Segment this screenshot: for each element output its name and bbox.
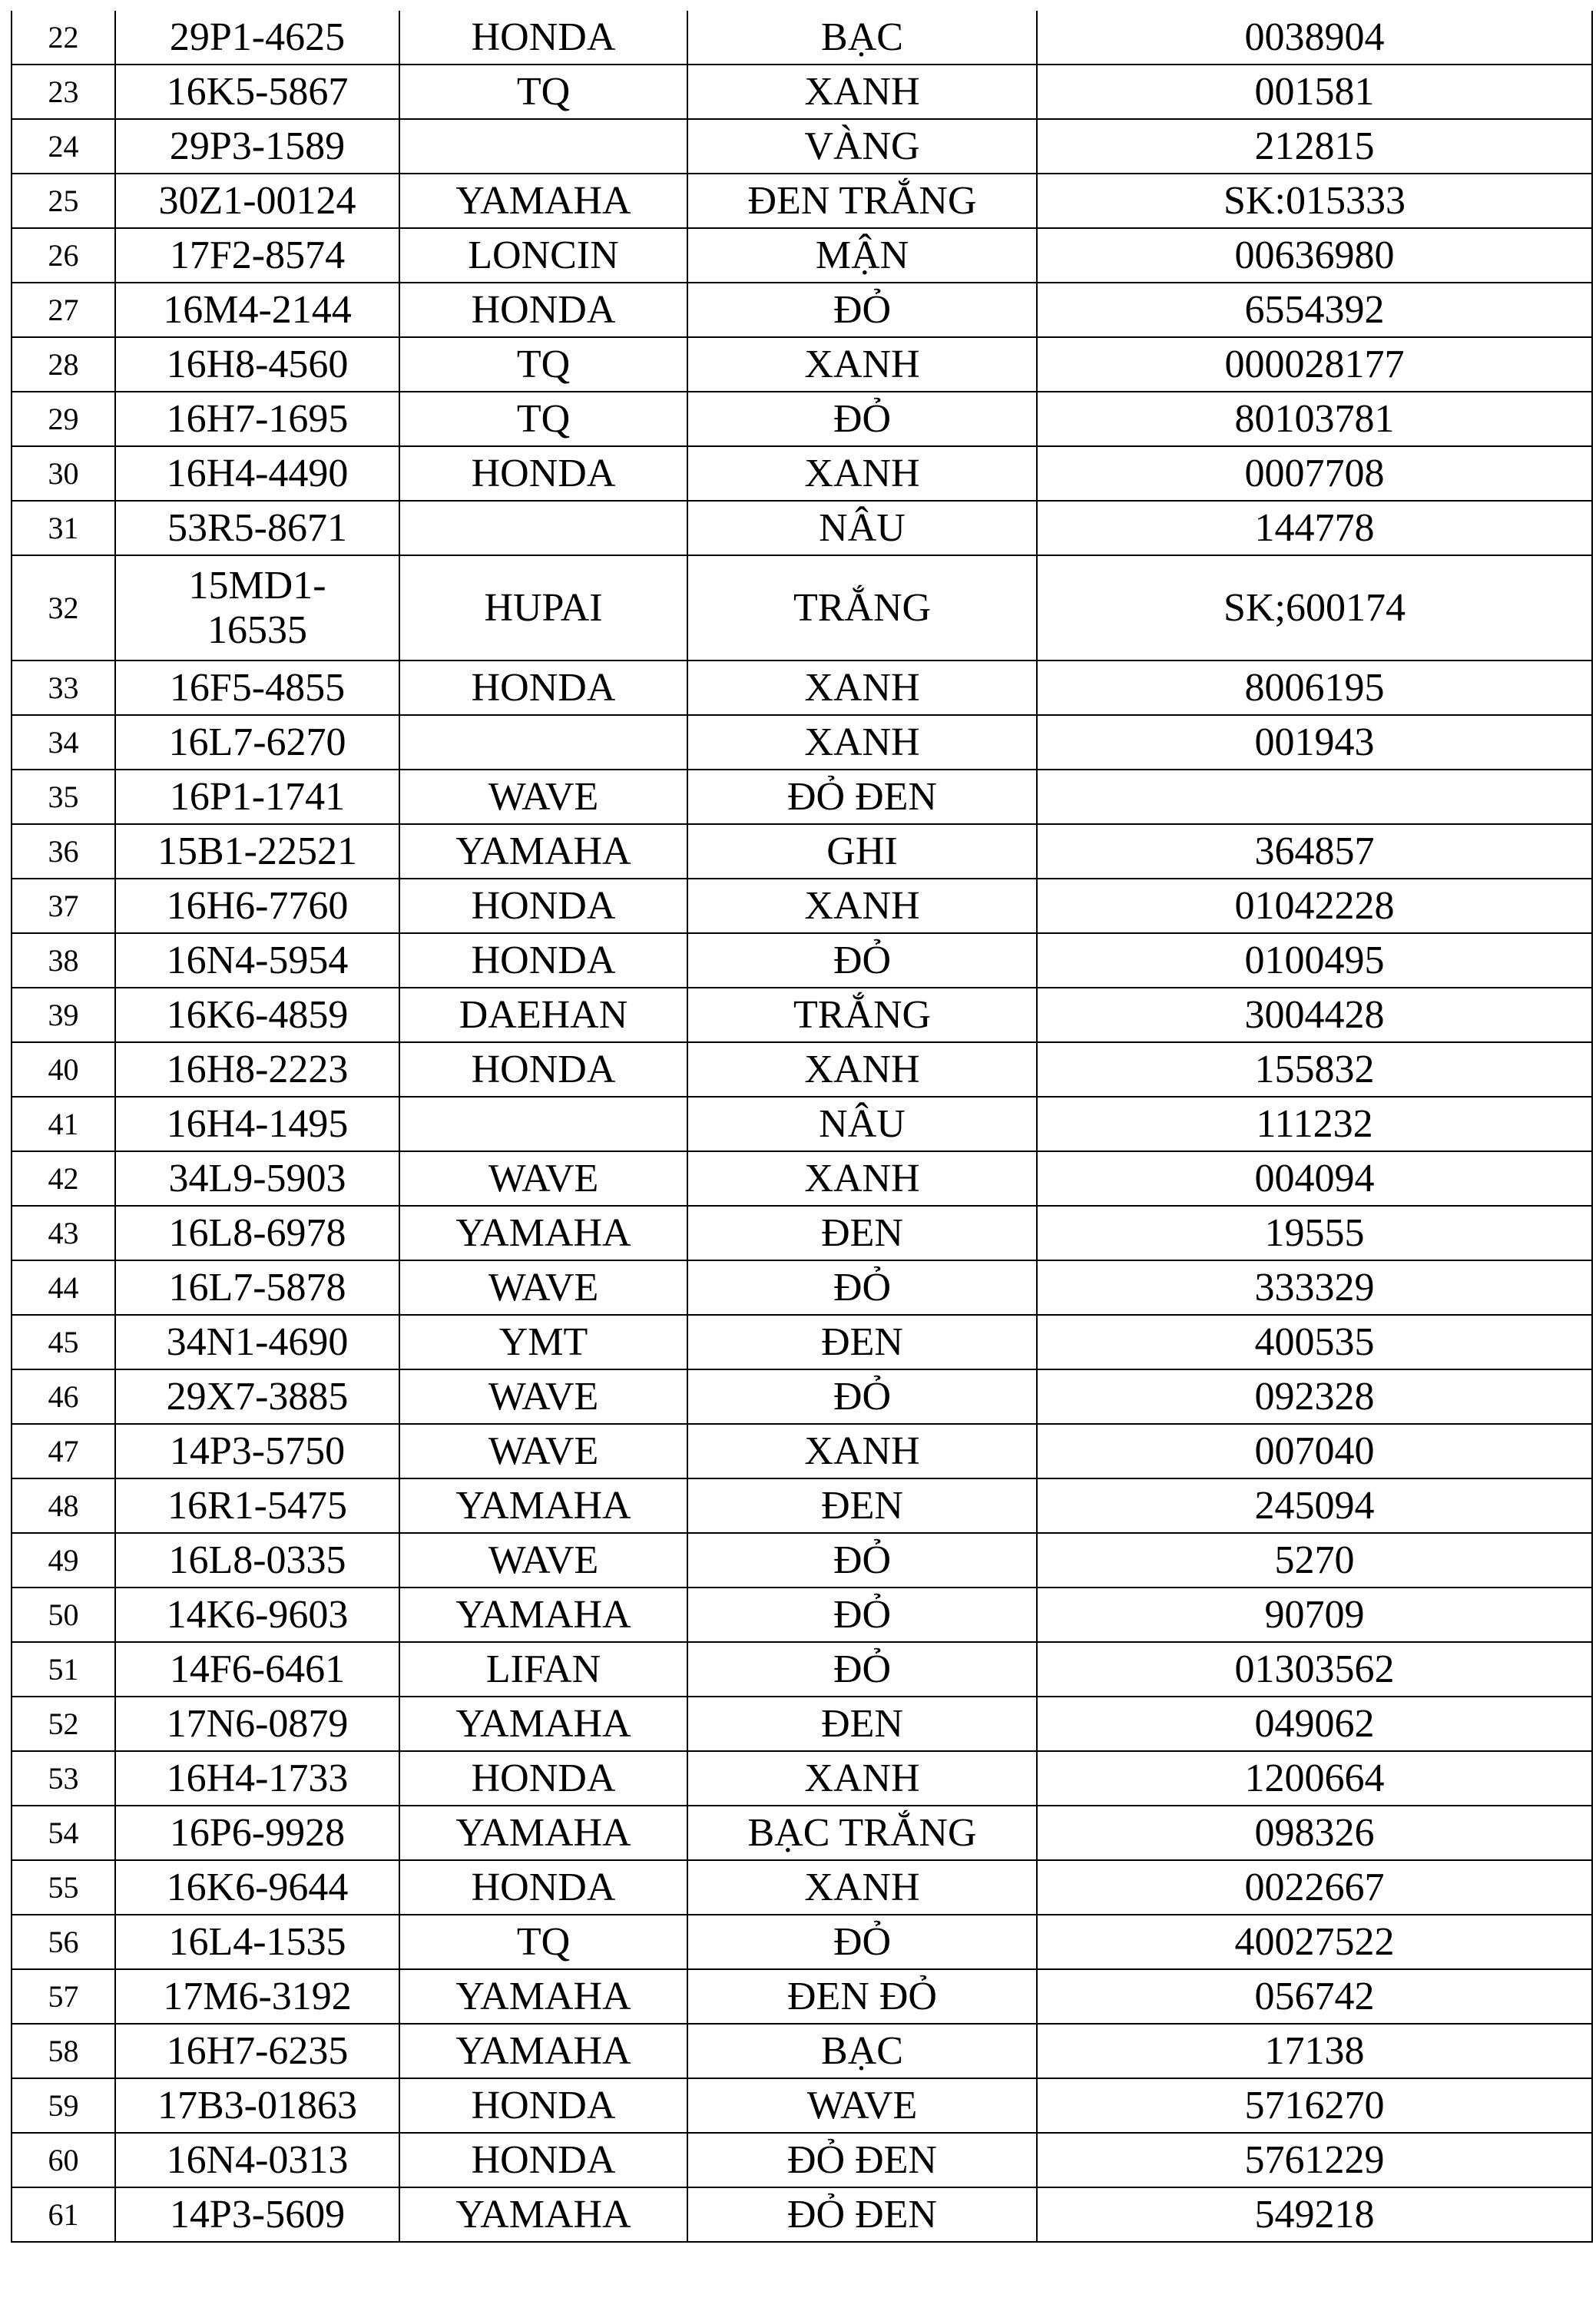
license-plate-cell: 16H7-1695 xyxy=(115,392,399,446)
number-cell: 5716270 xyxy=(1037,2078,1592,2133)
table-row xyxy=(12,933,1592,988)
row-index-cell: 43 xyxy=(12,1206,115,1260)
number-cell: 90709 xyxy=(1037,1588,1592,1642)
color-cell: VÀNG xyxy=(687,119,1037,174)
table-row xyxy=(12,228,1592,283)
color-cell: ĐỎ ĐEN xyxy=(687,770,1037,824)
number-cell: 80103781 xyxy=(1037,392,1592,446)
table-row xyxy=(12,1315,1592,1369)
table-row xyxy=(12,715,1592,770)
row-index-cell: 45 xyxy=(12,1315,115,1369)
row-index-cell: 38 xyxy=(12,933,115,988)
row-index-cell: 34 xyxy=(12,715,115,770)
number-cell: 400535 xyxy=(1037,1315,1592,1369)
table-row xyxy=(12,1260,1592,1315)
license-plate-cell: 29P3-1589 xyxy=(115,119,399,174)
license-plate-cell: 16K5-5867 xyxy=(115,65,399,119)
table-row xyxy=(12,1424,1592,1478)
brand-cell: TQ xyxy=(399,65,687,119)
license-plate-cell: 53R5-8671 xyxy=(115,501,399,555)
license-plate-cell: 16R1-5475 xyxy=(115,1478,399,1533)
brand-cell: TQ xyxy=(399,392,687,446)
vehicle-table xyxy=(11,11,1593,2243)
table-row xyxy=(12,1751,1592,1806)
color-cell: BẠC xyxy=(687,2024,1037,2078)
color-cell: TRẮNG xyxy=(687,555,1037,661)
row-index-cell: 24 xyxy=(12,119,115,174)
table-row xyxy=(12,1806,1592,1860)
number-cell: SK:015333 xyxy=(1037,174,1592,228)
table-row xyxy=(12,2187,1592,2242)
table-row xyxy=(12,1042,1592,1097)
color-cell: XANH xyxy=(687,1860,1037,1915)
row-index-cell: 48 xyxy=(12,1478,115,1533)
license-plate-cell: 16L8-6978 xyxy=(115,1206,399,1260)
number-cell: 155832 xyxy=(1037,1042,1592,1097)
number-cell: 001581 xyxy=(1037,65,1592,119)
row-index-cell: 28 xyxy=(12,337,115,392)
table-row xyxy=(12,1915,1592,1969)
color-cell: TRẮNG xyxy=(687,988,1037,1042)
license-plate-cell: 16L7-5878 xyxy=(115,1260,399,1315)
number-cell: 01042228 xyxy=(1037,879,1592,933)
number-cell: 8006195 xyxy=(1037,661,1592,715)
brand-cell: TQ xyxy=(399,337,687,392)
row-index-cell: 54 xyxy=(12,1806,115,1860)
color-cell: ĐỎ xyxy=(687,933,1037,988)
color-cell: GHI xyxy=(687,824,1037,879)
brand-cell: HONDA xyxy=(399,1860,687,1915)
table-row xyxy=(12,337,1592,392)
table-body xyxy=(12,11,1592,2242)
brand-cell: HONDA xyxy=(399,879,687,933)
license-plate-cell: 16H6-7760 xyxy=(115,879,399,933)
license-plate-cell: 16M4-2144 xyxy=(115,283,399,337)
table-row xyxy=(12,1860,1592,1915)
table-row xyxy=(12,119,1592,174)
license-plate-cell: 16H7-6235 xyxy=(115,2024,399,2078)
brand-cell: HONDA xyxy=(399,1042,687,1097)
brand-cell: HONDA xyxy=(399,11,687,65)
brand-cell: TQ xyxy=(399,1915,687,1969)
license-plate-cell: 16H8-2223 xyxy=(115,1042,399,1097)
brand-cell xyxy=(399,715,687,770)
number-cell: 245094 xyxy=(1037,1478,1592,1533)
license-plate-cell: 29X7-3885 xyxy=(115,1369,399,1424)
table-row xyxy=(12,283,1592,337)
number-cell: 3004428 xyxy=(1037,988,1592,1042)
table-row xyxy=(12,1097,1592,1151)
table-row xyxy=(12,2078,1592,2133)
brand-cell: HONDA xyxy=(399,933,687,988)
number-cell: 364857 xyxy=(1037,824,1592,879)
table-row xyxy=(12,824,1592,879)
row-index-cell: 29 xyxy=(12,392,115,446)
license-plate-cell: 16H4-1733 xyxy=(115,1751,399,1806)
color-cell: NÂU xyxy=(687,501,1037,555)
brand-cell: YAMAHA xyxy=(399,2187,687,2242)
number-cell: 40027522 xyxy=(1037,1915,1592,1969)
number-cell: 049062 xyxy=(1037,1697,1592,1751)
brand-cell: HONDA xyxy=(399,446,687,501)
color-cell: XANH xyxy=(687,715,1037,770)
brand-cell: YAMAHA xyxy=(399,1588,687,1642)
license-plate-cell: 14F6-6461 xyxy=(115,1642,399,1697)
color-cell: ĐỎ xyxy=(687,1588,1037,1642)
license-plate-cell: 16L7-6270 xyxy=(115,715,399,770)
table-row xyxy=(12,988,1592,1042)
color-cell: BẠC xyxy=(687,11,1037,65)
row-index-cell: 26 xyxy=(12,228,115,283)
table-row xyxy=(12,501,1592,555)
number-cell: 19555 xyxy=(1037,1206,1592,1260)
color-cell: XANH xyxy=(687,661,1037,715)
table-row xyxy=(12,1969,1592,2024)
number-cell: 000028177 xyxy=(1037,337,1592,392)
color-cell: WAVE xyxy=(687,2078,1037,2133)
license-plate-cell: 17N6-0879 xyxy=(115,1697,399,1751)
color-cell: ĐỎ xyxy=(687,1260,1037,1315)
row-index-cell: 33 xyxy=(12,661,115,715)
row-index-cell: 44 xyxy=(12,1260,115,1315)
row-index-cell: 27 xyxy=(12,283,115,337)
license-plate-cell: 14P3-5750 xyxy=(115,1424,399,1478)
number-cell xyxy=(1037,770,1592,824)
number-cell: 0007708 xyxy=(1037,446,1592,501)
number-cell: 001943 xyxy=(1037,715,1592,770)
color-cell: ĐEN ĐỎ xyxy=(687,1969,1037,2024)
brand-cell: WAVE xyxy=(399,770,687,824)
brand-cell xyxy=(399,1097,687,1151)
license-plate-cell: 16F5-4855 xyxy=(115,661,399,715)
table-row xyxy=(12,1642,1592,1697)
license-plate-cell: 16H8-4560 xyxy=(115,337,399,392)
number-cell: 0022667 xyxy=(1037,1860,1592,1915)
brand-cell: WAVE xyxy=(399,1533,687,1588)
license-plate-cell: 16N4-5954 xyxy=(115,933,399,988)
row-index-cell: 32 xyxy=(12,555,115,661)
license-plate-cell: 34N1-4690 xyxy=(115,1315,399,1369)
brand-cell: HUPAI xyxy=(399,555,687,661)
row-index-cell: 52 xyxy=(12,1697,115,1751)
color-cell: BẠC TRẮNG xyxy=(687,1806,1037,1860)
color-cell: XANH xyxy=(687,65,1037,119)
table-row xyxy=(12,2024,1592,2078)
color-cell: ĐỎ xyxy=(687,1642,1037,1697)
license-plate-cell: 16L8-0335 xyxy=(115,1533,399,1588)
row-index-cell: 60 xyxy=(12,2133,115,2187)
table-row xyxy=(12,661,1592,715)
brand-cell: HONDA xyxy=(399,283,687,337)
brand-cell: YMT xyxy=(399,1315,687,1369)
license-plate-cell: 16N4-0313 xyxy=(115,2133,399,2187)
brand-cell: WAVE xyxy=(399,1424,687,1478)
license-plate-cell: 29P1-4625 xyxy=(115,11,399,65)
row-index-cell: 41 xyxy=(12,1097,115,1151)
row-index-cell: 47 xyxy=(12,1424,115,1478)
brand-cell: WAVE xyxy=(399,1151,687,1206)
number-cell: 056742 xyxy=(1037,1969,1592,2024)
row-index-cell: 25 xyxy=(12,174,115,228)
license-plate-cell: 16K6-9644 xyxy=(115,1860,399,1915)
color-cell: XANH xyxy=(687,446,1037,501)
number-cell: 098326 xyxy=(1037,1806,1592,1860)
color-cell: XANH xyxy=(687,1151,1037,1206)
number-cell: 0038904 xyxy=(1037,11,1592,65)
table-row xyxy=(12,174,1592,228)
number-cell: 004094 xyxy=(1037,1151,1592,1206)
number-cell: 6554392 xyxy=(1037,283,1592,337)
brand-cell: DAEHAN xyxy=(399,988,687,1042)
color-cell: NÂU xyxy=(687,1097,1037,1151)
row-index-cell: 57 xyxy=(12,1969,115,2024)
number-cell: 01303562 xyxy=(1037,1642,1592,1697)
brand-cell: HONDA xyxy=(399,2133,687,2187)
license-plate-cell: 17B3-01863 xyxy=(115,2078,399,2133)
number-cell: 333329 xyxy=(1037,1260,1592,1315)
row-index-cell: 42 xyxy=(12,1151,115,1206)
license-plate-cell: 17M6-3192 xyxy=(115,1969,399,2024)
row-index-cell: 30 xyxy=(12,446,115,501)
number-cell: 5761229 xyxy=(1037,2133,1592,2187)
number-cell: 111232 xyxy=(1037,1097,1592,1151)
brand-cell: WAVE xyxy=(399,1260,687,1315)
color-cell: XANH xyxy=(687,1751,1037,1806)
brand-cell: YAMAHA xyxy=(399,1478,687,1533)
brand-cell xyxy=(399,119,687,174)
table-row xyxy=(12,446,1592,501)
brand-cell: YAMAHA xyxy=(399,1206,687,1260)
license-plate-cell: 16H4-4490 xyxy=(115,446,399,501)
license-plate-cell: 30Z1-00124 xyxy=(115,174,399,228)
row-index-cell: 58 xyxy=(12,2024,115,2078)
color-cell: ĐỎ xyxy=(687,392,1037,446)
brand-cell: LONCIN xyxy=(399,228,687,283)
number-cell: 549218 xyxy=(1037,2187,1592,2242)
table-row xyxy=(12,1533,1592,1588)
table-row xyxy=(12,879,1592,933)
number-cell: 1200664 xyxy=(1037,1751,1592,1806)
row-index-cell: 61 xyxy=(12,2187,115,2242)
brand-cell: YAMAHA xyxy=(399,824,687,879)
brand-cell: YAMAHA xyxy=(399,1969,687,2024)
color-cell: ĐỎ xyxy=(687,283,1037,337)
row-index-cell: 31 xyxy=(12,501,115,555)
license-plate-cell: 16P6-9928 xyxy=(115,1806,399,1860)
brand-cell: WAVE xyxy=(399,1369,687,1424)
row-index-cell: 37 xyxy=(12,879,115,933)
number-cell: 212815 xyxy=(1037,119,1592,174)
number-cell: 092328 xyxy=(1037,1369,1592,1424)
number-cell: 5270 xyxy=(1037,1533,1592,1588)
license-plate-cell: 34L9-5903 xyxy=(115,1151,399,1206)
row-index-cell: 53 xyxy=(12,1751,115,1806)
brand-cell: YAMAHA xyxy=(399,1806,687,1860)
license-plate-cell: 16P1-1741 xyxy=(115,770,399,824)
brand-cell: YAMAHA xyxy=(399,174,687,228)
table-row xyxy=(12,1369,1592,1424)
color-cell: ĐỎ xyxy=(687,1915,1037,1969)
row-index-cell: 55 xyxy=(12,1860,115,1915)
license-plate-cell: 15B1-22521 xyxy=(115,824,399,879)
brand-cell: HONDA xyxy=(399,2078,687,2133)
license-plate-cell: 16H4-1495 xyxy=(115,1097,399,1151)
license-plate-cell: 17F2-8574 xyxy=(115,228,399,283)
brand-cell: YAMAHA xyxy=(399,1697,687,1751)
row-index-cell: 56 xyxy=(12,1915,115,1969)
row-index-cell: 50 xyxy=(12,1588,115,1642)
brand-cell: LIFAN xyxy=(399,1642,687,1697)
color-cell: ĐEN xyxy=(687,1478,1037,1533)
row-index-cell: 39 xyxy=(12,988,115,1042)
color-cell: XANH xyxy=(687,1042,1037,1097)
license-plate-cell: 15MD1- 16535 xyxy=(115,555,399,661)
color-cell: ĐỎ xyxy=(687,1533,1037,1588)
table-row xyxy=(12,2133,1592,2187)
color-cell: ĐỎ ĐEN xyxy=(687,2187,1037,2242)
number-cell: 144778 xyxy=(1037,501,1592,555)
color-cell: ĐEN xyxy=(687,1206,1037,1260)
row-index-cell: 36 xyxy=(12,824,115,879)
number-cell: 17138 xyxy=(1037,2024,1592,2078)
table-row xyxy=(12,1151,1592,1206)
color-cell: ĐEN xyxy=(687,1697,1037,1751)
color-cell: ĐỎ xyxy=(687,1369,1037,1424)
table-row xyxy=(12,1206,1592,1260)
color-cell: MẬN xyxy=(687,228,1037,283)
brand-cell: YAMAHA xyxy=(399,2024,687,2078)
number-cell: SK;600174 xyxy=(1037,555,1592,661)
row-index-cell: 35 xyxy=(12,770,115,824)
color-cell: XANH xyxy=(687,879,1037,933)
table-row xyxy=(12,65,1592,119)
number-cell: 0100495 xyxy=(1037,933,1592,988)
table-row xyxy=(12,11,1592,65)
row-index-cell: 46 xyxy=(12,1369,115,1424)
license-plate-cell: 14P3-5609 xyxy=(115,2187,399,2242)
table-row xyxy=(12,1588,1592,1642)
row-index-cell: 22 xyxy=(12,11,115,65)
row-index-cell: 49 xyxy=(12,1533,115,1588)
table-row xyxy=(12,555,1592,661)
license-plate-cell: 14K6-9603 xyxy=(115,1588,399,1642)
brand-cell: HONDA xyxy=(399,1751,687,1806)
table-row xyxy=(12,770,1592,824)
color-cell: ĐEN TRẮNG xyxy=(687,174,1037,228)
row-index-cell: 51 xyxy=(12,1642,115,1697)
color-cell: ĐEN xyxy=(687,1315,1037,1369)
license-plate-cell: 16L4-1535 xyxy=(115,1915,399,1969)
license-plate-cell: 16K6-4859 xyxy=(115,988,399,1042)
brand-cell: HONDA xyxy=(399,661,687,715)
brand-cell xyxy=(399,501,687,555)
row-index-cell: 40 xyxy=(12,1042,115,1097)
row-index-cell: 23 xyxy=(12,65,115,119)
table-row xyxy=(12,392,1592,446)
color-cell: ĐỎ ĐEN xyxy=(687,2133,1037,2187)
number-cell: 00636980 xyxy=(1037,228,1592,283)
row-index-cell: 59 xyxy=(12,2078,115,2133)
table-row xyxy=(12,1697,1592,1751)
number-cell: 007040 xyxy=(1037,1424,1592,1478)
table-row xyxy=(12,1478,1592,1533)
color-cell: XANH xyxy=(687,1424,1037,1478)
color-cell: XANH xyxy=(687,337,1037,392)
